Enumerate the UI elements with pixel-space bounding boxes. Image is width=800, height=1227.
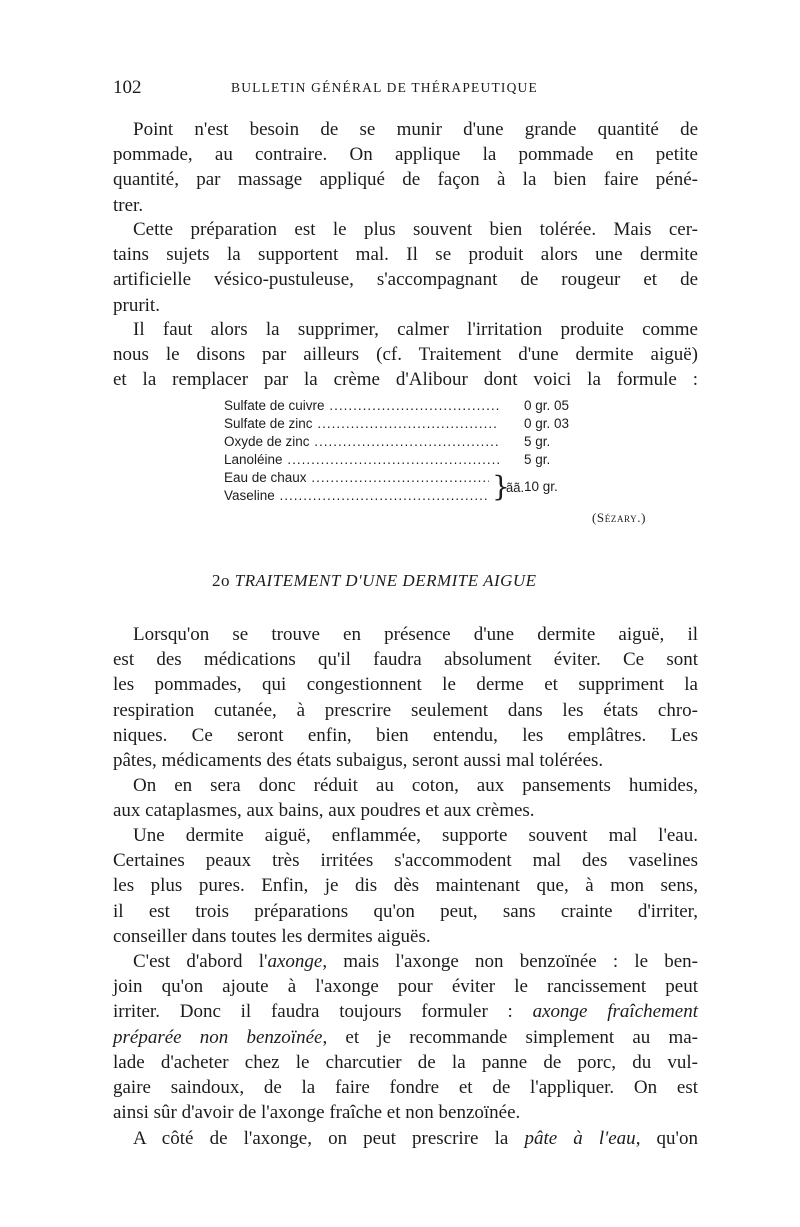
text-line: il est trois préparations qu'on peut, sans crainte d'irriter, — [113, 900, 698, 922]
text-run: C'est d'abord l' — [133, 951, 268, 972]
text-line: Lorsqu'on se trouve en présence d'une dermite aiguë, il — [133, 624, 698, 645]
ingredient-name: Sulfate de zinc ..... — [224, 415, 499, 433]
text-line: ainsi sûr d'avoir de l'axonge fraîche et non benzoïnée. — [113, 1102, 521, 1124]
ingredient-quantity: 10 gr. — [524, 479, 558, 494]
formula-row — [224, 415, 644, 433]
formula-row — [224, 433, 644, 451]
formula-source: (Sézary.) — [592, 510, 647, 525]
brace-symbol: } — [492, 470, 510, 503]
text-line: les pommades, qui congestionnent le derme et suppriment la — [113, 674, 698, 696]
text-line: aux cataplasmes, aux bains, aux poudres et aux crèmes. — [113, 800, 535, 822]
section-heading — [212, 571, 632, 591]
text-line — [113, 999, 698, 1024]
text-line: tains sujets la supportent mal. Il se produit alors une dermite — [113, 244, 698, 266]
ingredient-name: Oxyde de zinc ..... — [224, 433, 499, 451]
section-title: TRAITEMENT D'UNE DERMITE AIGUE — [234, 571, 537, 590]
text-line: les plus pures. Enfin, je dis dès maintenant que, à mon sens, — [113, 875, 698, 897]
ingredient-quantity: 5 gr. — [524, 452, 551, 467]
italic-term: axonge fraîchement — [532, 1001, 698, 1023]
ana-abbreviation: ãã. — [506, 480, 525, 495]
formula-row — [224, 487, 644, 505]
text-line: est des médications qu'il faudra absolument éviter. Ce sont — [113, 649, 698, 671]
text-line: Il faut alors la supprimer, calmer l'irritation produite comme — [133, 319, 698, 340]
paragraph-3 — [113, 317, 698, 393]
text-run: A côté de l'axonge, on peut prescrire la — [133, 1128, 525, 1149]
text-line: Cette préparation est le plus souvent bien tolérée. Mais cer- — [133, 219, 698, 240]
text-line: gaire saindoux, de la faire fondre et de l'appliquer. On est — [113, 1077, 698, 1099]
section-number: 2o — [212, 571, 230, 590]
italic-term: préparée non benzoïnée — [113, 1026, 323, 1048]
text-line: niques. Ce seront enfin, bien entendu, les emplâtres. Les — [113, 724, 698, 746]
ingredient-name: Eau de chaux ..... — [224, 469, 489, 487]
paragraph-5 — [113, 773, 698, 823]
text-line: quantité, par massage appliqué de façon à la bien faire péné- — [113, 169, 698, 191]
italic-term: pâte à l'eau — [524, 1128, 636, 1149]
ingredient-name: Vaseline ..... — [224, 487, 489, 505]
running-head: BULLETIN GÉNÉRAL DE THÉRAPEUTIQUE — [231, 80, 538, 95]
text-line: prurit. — [113, 294, 160, 316]
text-line: respiration cutanée, à prescrire seulement dans les états chro- — [113, 699, 698, 721]
text-line — [113, 949, 698, 974]
text-line: pommade, au contraire. On applique la pommade en petite — [113, 144, 698, 166]
paragraph-7 — [113, 949, 698, 1125]
text-line: join qu'on ajoute à l'axonge pour éviter le rancissement peut — [113, 976, 698, 998]
text-run: , et je recommande simplement au ma- — [322, 1026, 699, 1048]
paragraph-1 — [113, 117, 698, 218]
formula-row — [224, 397, 644, 415]
text-line: Une dermite aiguë, enflammée, supporte souvent mal l'eau. — [133, 825, 698, 846]
text-line: pâtes, médicaments des états subaigus, seront aussi mal tolérées. — [113, 750, 604, 772]
paragraph-6 — [113, 823, 698, 949]
ingredient-name: Lanoléine ..... — [224, 451, 499, 469]
paragraph-2 — [113, 217, 698, 318]
formula-table — [224, 397, 644, 505]
text-line: trer. — [113, 194, 144, 216]
paragraph-4 — [113, 622, 698, 773]
text-run: irriter. Donc il faudra toujours formuler : — [113, 1001, 533, 1023]
formula-grouped-rows — [224, 469, 644, 505]
text-line: lade d'acheter chez le charcutier de la panne de porc, du vul- — [113, 1051, 698, 1073]
text-line — [113, 1126, 698, 1151]
text-line: Certaines peaux très irritées s'accommodent mal des vaselines — [113, 850, 698, 872]
ingredient-quantity: 0 gr. 05 — [524, 398, 570, 413]
formula-row — [224, 451, 644, 469]
text-line: nous le disons par ailleurs (cf. Traitement d'une dermite aiguë) — [113, 344, 698, 366]
ingredient-quantity: 0 gr. 03 — [524, 416, 570, 431]
page-number: 102 — [113, 77, 142, 98]
text-line: artificielle vésico-pustuleuse, s'accompagnant de rougeur et de — [113, 269, 698, 291]
formula-row — [224, 469, 644, 487]
italic-term: axonge — [267, 951, 323, 972]
text-run: , mais l'axonge non benzoïnée : le ben- — [322, 951, 698, 972]
ingredient-name: Sulfate de cuivre ..... — [224, 397, 499, 415]
text-run: , qu'on — [635, 1128, 698, 1149]
ingredient-quantity: 5 gr. — [524, 434, 551, 449]
text-line — [113, 1025, 698, 1050]
text-line: conseiller dans toutes les dermites aiguës. — [113, 925, 431, 947]
text-line: On en sera donc réduit au coton, aux pansements humides, — [133, 775, 698, 796]
text-line: Point n'est besoin de se munir d'une grande quantité de — [133, 119, 698, 140]
text-line: et la remplacer par la crème d'Alibour dont voici la formule : — [113, 369, 698, 391]
page-header — [113, 77, 698, 101]
paragraph-8 — [113, 1126, 698, 1151]
